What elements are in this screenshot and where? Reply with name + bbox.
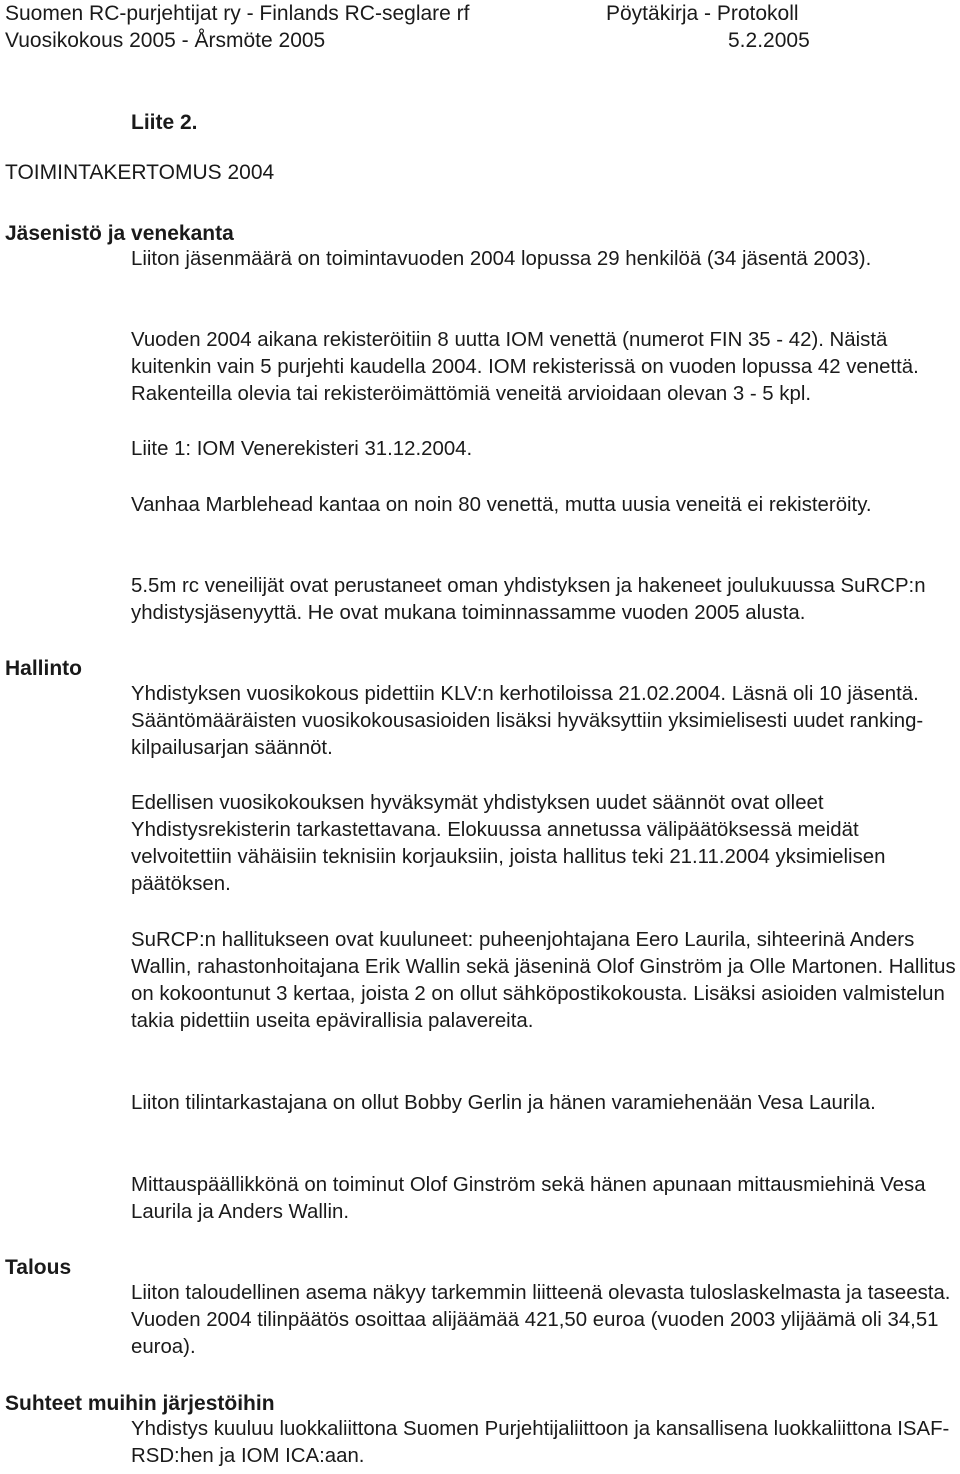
header-meeting: Vuosikokous 2005 - Årsmöte 2005 (5, 29, 326, 52)
paragraph-appendix-reference: Liite 1: IOM Venerekisteri 31.12.2004. (131, 438, 473, 460)
paragraph-measurer: Mittauspäällikkönä on toiminut Olof Ginström sekä hänen apunaan mittausmiehinä Vesa Laurila ja Anders Wallin. (131, 1174, 926, 1223)
paragraph-board: SuRCP:n hallitukseen ovat kuuluneet: puheenjohtajana Eero Laurila, sihteerinä Anders Wallin, rahastonhoitajana Erik Wallin sekä jäseninä Olof Ginström ja Olle Martonen. Hallitus on kokoontunut 3 kertaa, joista 2 on ollut sähköpostikokousta. Lisäksi asioiden valmistelun takia pidettiin useita epävirallisia palavereita. (131, 929, 956, 1032)
paragraph-marblehead: Vanhaa Marblehead kantaa on noin 80 venettä, mutta uusia veneitä ei rekisteröity. (131, 494, 872, 516)
appendix-label: Liite 2. (131, 111, 198, 134)
paragraph-iom-registrations: Vuoden 2004 aikana rekisteröitiin 8 uutta IOM venettä (numerot FIN 35 - 42). Näistä kuitenkin vain 5 purjehti kaudella 2004. IOM rekisterissä on vuoden lopussa 42 venettä. Rakenteilla olevia tai rekisteröimättömiä veneitä arvioidaan olevan 3 - 5 kpl. (131, 329, 919, 405)
paragraph-5-5m-class: 5.5m rc veneilijät ovat perustaneet oman yhdistyksen ja hakeneet joulukuussa SuRCP:n yhdistysjäsenyyttä. He ovat mukana toiminnassamme vuoden 2005 alusta. (131, 575, 926, 624)
section-heading-finance: Talous (5, 1256, 72, 1279)
paragraph-auditor: Liiton tilintarkastajana on ollut Bobby Gerlin ja hänen varamiehenään Vesa Laurila. (131, 1092, 876, 1114)
paragraph-relations: Yhdistys kuuluu luokkaliittona Suomen Purjehtijaliittoon ja kansallisena luokkaliittona ISAF-RSD:hen ja IOM ICA:aan. (131, 1418, 950, 1467)
section-heading-membership: Jäsenistö ja venekanta (5, 222, 234, 245)
header-document-type: Pöytäkirja - Protokoll (606, 2, 799, 25)
paragraph-annual-meeting: Yhdistyksen vuosikokous pidettiin KLV:n kerhotiloissa 21.02.2004. Läsnä oli 10 jäsentä. Sääntömääräisten vuosikokousasioiden lisäksi hyväksyttiin yksimielisesti uudet ranking-kilpailusarjan säännöt. (131, 683, 924, 759)
paragraph-bylaws: Edellisen vuosikokouksen hyväksymät yhdistyksen uudet säännöt ovat olleet Yhdistysrekisterin tarkastettavana. Elokuussa annetussa välipäätöksessä meidät velvoitettiin vähäisiin teknisiin korjauksiin, joista hallitus teki 21.11.2004 yksimielisen päätöksen. (131, 792, 886, 895)
paragraph-member-count: Liiton jäsenmäärä on toimintavuoden 2004 lopussa 29 henkilöä (34 jäsentä 2003). (131, 248, 872, 270)
report-title: TOIMINTAKERTOMUS 2004 (5, 161, 275, 184)
header-organization: Suomen RC-purjehtijat ry - Finlands RC-seglare rf (5, 2, 470, 25)
header-date: 5.2.2005 (728, 29, 810, 52)
section-heading-relations: Suhteet muihin järjestöihin (5, 1392, 275, 1415)
paragraph-finance: Liiton taloudellinen asema näkyy tarkemmin liitteenä olevasta tuloslaskelmasta ja taseesta. Vuoden 2004 tilinpäätös osoittaa alijäämää 421,50 euroa (vuoden 2003 ylijäämä oli 34,51 euroa). (131, 1282, 951, 1358)
section-heading-administration: Hallinto (5, 657, 82, 680)
